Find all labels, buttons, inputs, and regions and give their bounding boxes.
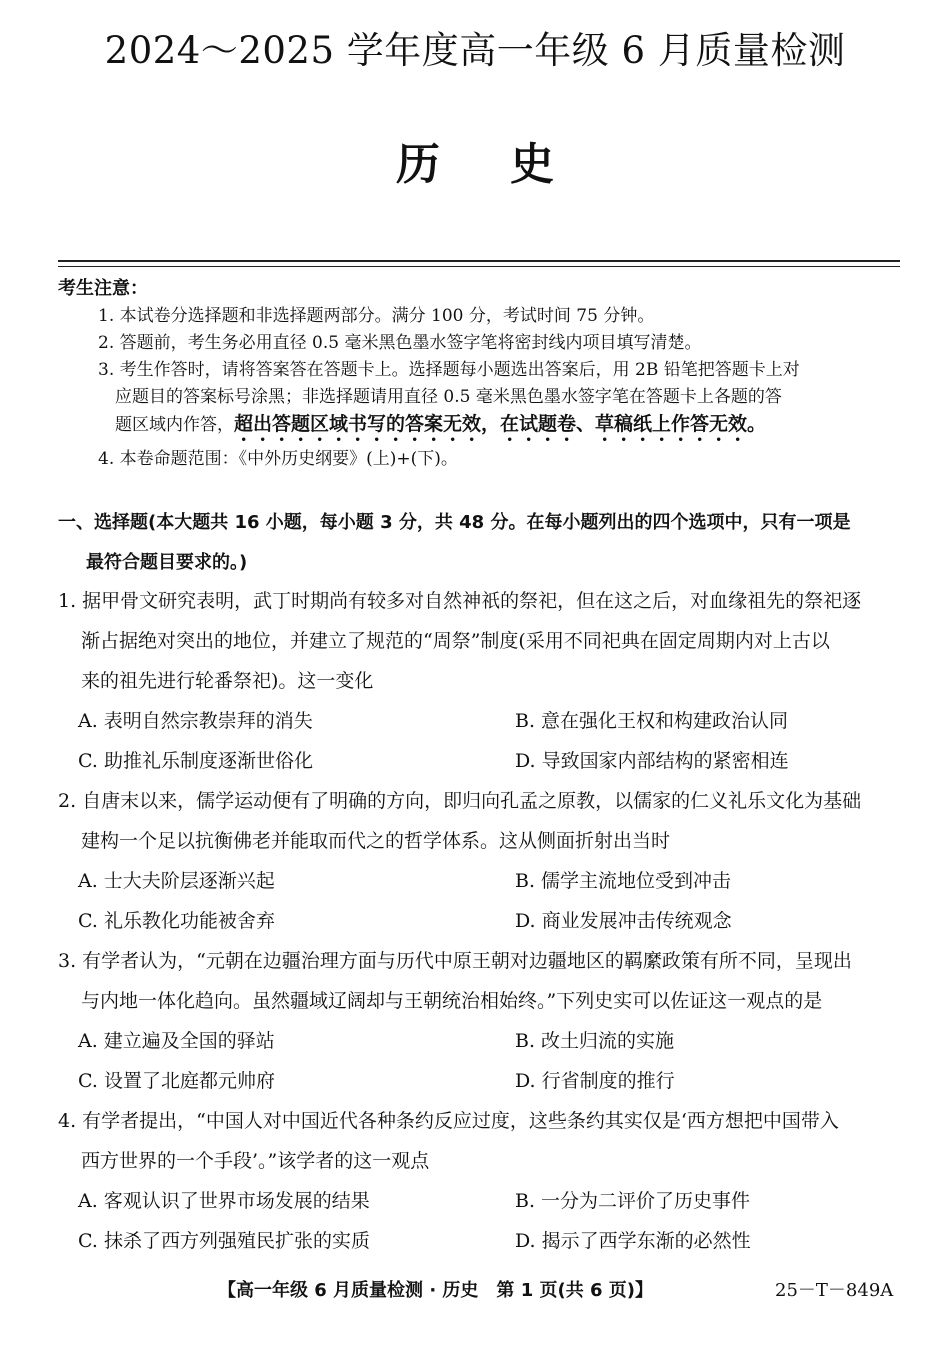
option-a: A. 客观认识了世界市场发展的结果 [78, 1190, 370, 1212]
exam-title: 2024～2025 学年度高一年级 6 月质量检测 [104, 29, 846, 72]
option-c: C. 设置了北庭都元帅府 [78, 1070, 275, 1092]
section-heading-line-2: 最符合题目要求的。) [86, 552, 248, 573]
subject-title: 历史 [396, 139, 624, 190]
option-b: B. 改土归流的实施 [515, 1030, 675, 1052]
question-stem-line: 3. 有学者认为，“元朝在边疆治理方面与历代中原王朝对边疆地区的羁縻政策有所不同，呈现出 [58, 950, 852, 972]
question-4 [58, 1101, 904, 1261]
candidate-notice [58, 275, 900, 473]
option-c: C. 助推礼乐制度逐渐世俗化 [78, 750, 313, 772]
option-d: D. 导致国家内部结构的紧密相连 [515, 750, 789, 772]
footer-paper-code: 25－T－849A [775, 1280, 894, 1301]
question-3 [58, 941, 904, 1101]
notice-item-3-prefix: 题区域内作答， [115, 415, 234, 435]
question-stem-line: 来的祖先进行轮番祭祀)。这一变化 [81, 670, 374, 692]
option-a: A. 士大夫阶层逐渐兴起 [78, 870, 275, 892]
option-grid [58, 861, 904, 941]
question-1 [58, 581, 904, 781]
option-grid [58, 701, 904, 781]
option-d: D. 揭示了西学东渐的必然性 [515, 1230, 751, 1252]
section-heading [58, 503, 904, 583]
notice-item-2: 2. 答题前，考生务必用直径 0.5 毫米黑色墨水签字笔将密封线内项目填写清楚。 [98, 333, 702, 353]
header-rule-thick [58, 260, 900, 262]
notice-emphasis-text: 超出答题区域书写的答案无效，在试题卷、草稿纸上作答无效。 [234, 413, 767, 435]
header-rule-thin [58, 266, 900, 267]
option-a: A. 表明自然宗教崇拜的消失 [78, 710, 313, 732]
notice-item-3-line-2: 应题目的答案标号涂黑；非选择题请用直径 0.5 毫米黑色墨水签字笔在答题卡上各题的答 [115, 387, 782, 407]
option-grid [58, 1181, 904, 1261]
option-b: B. 儒学主流地位受到冲击 [515, 870, 732, 892]
question-stem-line: 西方世界的一个手段’。”该学者的这一观点 [81, 1150, 430, 1172]
question-stem-line: 1. 据甲骨文研究表明，武丁时期尚有较多对自然神祇的祭祀，但在这之后，对血缘祖先的祭祀逐 [58, 590, 862, 612]
notice-item-3: 3. 考生作答时，请将答案答在答题卡上。选择题每小题选出答案后，用 2B 铅笔把答题卡上对 [98, 360, 800, 380]
question-2 [58, 781, 904, 941]
question-stem-line: 与内地一体化趋向。虽然疆域辽阔却与王朝统治相始终。”下列史实可以佐证这一观点的是 [81, 990, 823, 1012]
option-b: B. 一分为二评价了历史事件 [515, 1190, 751, 1212]
option-c: C. 礼乐教化功能被舍弃 [78, 910, 275, 932]
question-stem-line: 渐占据绝对突出的地位，并建立了规范的“周祭”制度(采用不同祀典在固定周期内对上古以 [81, 630, 830, 652]
option-b: B. 意在强化王权和构建政治认同 [515, 710, 789, 732]
option-a: A. 建立遍及全国的驿站 [78, 1030, 275, 1052]
option-d: D. 商业发展冲击传统观念 [515, 910, 732, 932]
option-d: D. 行省制度的推行 [515, 1070, 675, 1092]
section-heading-line-1: 一、选择题(本大题共 16 小题，每小题 3 分，共 48 分。在每小题列出的四个选项中，只有一项是 [58, 512, 851, 533]
question-stem-line: 2. 自唐末以来，儒学运动便有了明确的方向，即归向孔孟之原教，以儒家的仁义礼乐文化为基础 [58, 790, 862, 812]
option-c: C. 抹杀了西方列强殖民扩张的实质 [78, 1230, 370, 1252]
question-stem-line: 4. 有学者提出，“中国人对中国近代各种条约反应过度，这些条约其实仅是‘西方想把中国带入 [58, 1110, 839, 1132]
notice-item-1: 1. 本试卷分选择题和非选择题两部分。满分 100 分，考试时间 75 分钟。 [98, 306, 655, 326]
option-grid [58, 1021, 904, 1101]
footer-page-info: 【高一年级 6 月质量检测 · 历史 第 1 页(共 6 页)】 [218, 1280, 653, 1301]
notice-item-3-line-3 [115, 411, 900, 446]
question-stem-line: 建构一个足以抗衡佛老并能取而代之的哲学体系。这从侧面折射出当时 [81, 830, 671, 852]
question-list [58, 581, 904, 1261]
notice-title: 考生注意： [58, 278, 148, 299]
notice-item-4: 4. 本卷命题范围：《中外历史纲要》(上)+(下)。 [98, 449, 458, 469]
